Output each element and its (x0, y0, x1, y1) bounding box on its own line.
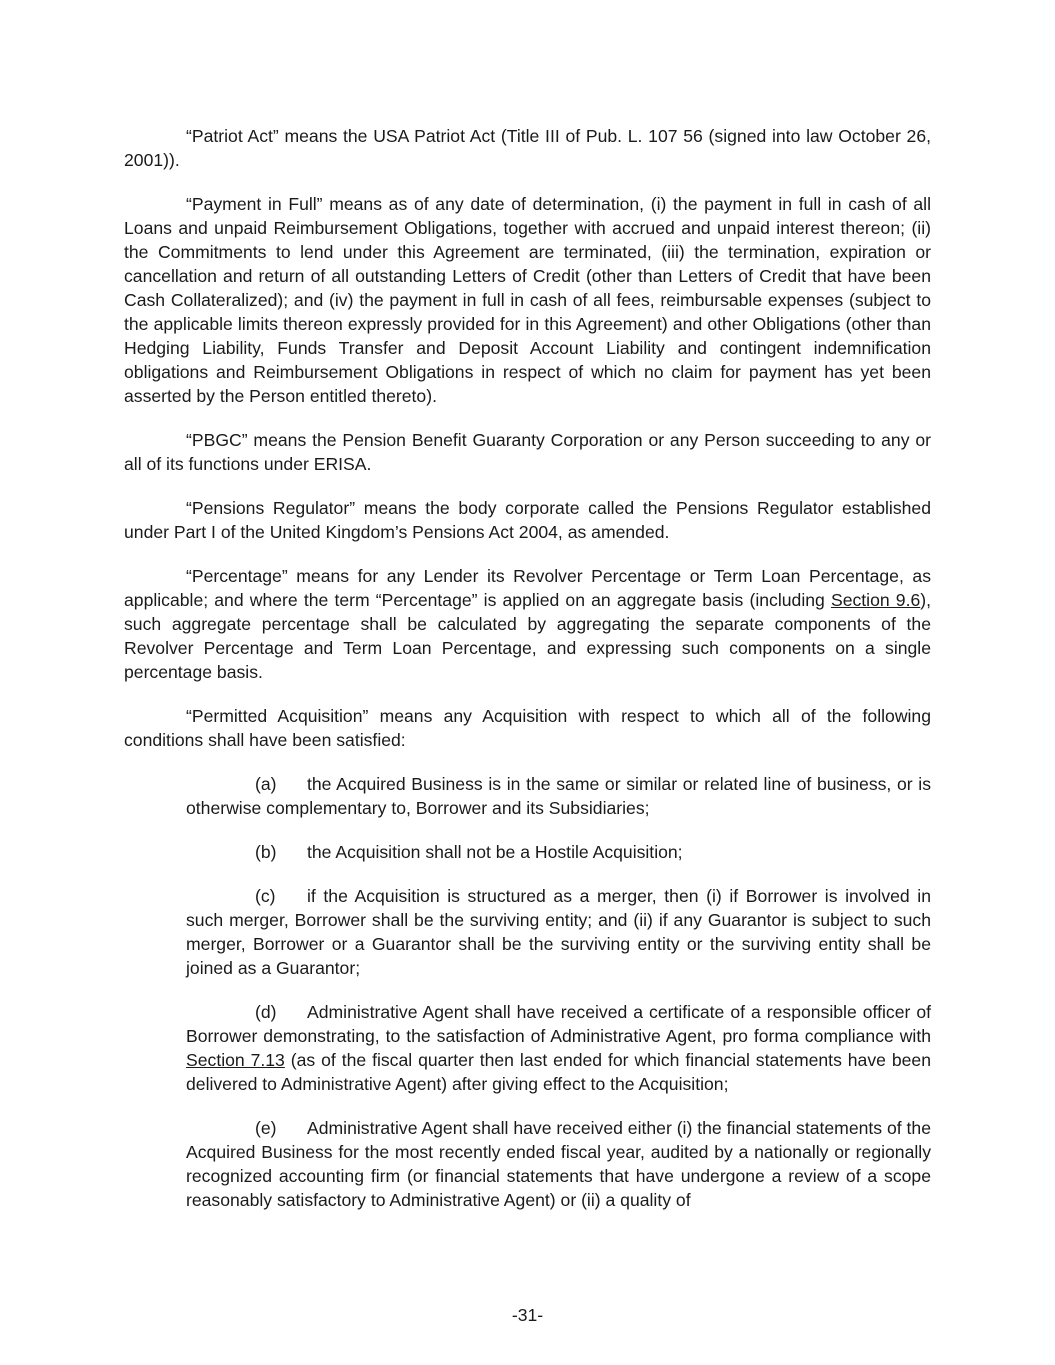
definition-payment-in-full (124, 192, 931, 408)
subclause-c (186, 884, 931, 980)
definition-text: “Payment in Full” means as of any date of determination, (i) the payment in full in cash of all Loans and unpaid Reimbursement Obligations, together with accrued and unpaid interest thereon; (ii) the Commitments to lend under this Agreement are terminated, (iii) the termination, expiration or cancellation and return of all outstanding Letters of Credit (other than Letters of Credit that have been Cash Collateralized); and (iv) the payment in full in cash of all fees, reimbursable expenses (subject to the applicable limits thereon expressly provided for in this Agreement) and other Obligations (other than Hedging Liability, Funds Transfer and Deposit Account Liability and contingent indemnification obligations and Reimbursement Obligations in respect of which no claim for payment has yet been asserted by the Person entitled thereto). (124, 194, 931, 406)
definition-text: “PBGC” means the Pension Benefit Guaranty Corporation or any Person succeeding to any or all of its functions under ERISA. (124, 430, 931, 474)
definition-permitted-acquisition (124, 704, 931, 752)
definition-text: “Pensions Regulator” means the body corporate called the Pensions Regulator established under Part I of the United Kingdom’s Pensions Act 2004, as amended. (124, 498, 931, 542)
subclause-label: (a) (255, 774, 277, 794)
definition-text: “Permitted Acquisition” means any Acquisition with respect to which all of the following conditions shall have been satisfied: (124, 706, 931, 750)
subclause-text: Administrative Agent shall have received either (i) the financial statements of the Acquired Business for the most recently ended fiscal year, audited by a nationally or regionally recognized accounting firm (or financial statements that have undergone a review of a scope reasonably satisfactory to Administrative Agent) or (ii) a quality of (186, 1118, 931, 1210)
subclause-label: (d) (255, 1002, 277, 1022)
definition-percentage (124, 564, 931, 684)
subclause-label: (b) (255, 842, 277, 862)
definition-text: “Patriot Act” means the USA Patriot Act (Title III of Pub. L. 107 56 (signed into law October 26, 2001)). (124, 126, 931, 170)
subclause-text: (as of the fiscal quarter then last ended for which financial statements have been delivered to Administrative Agent) after giving effect to the Acquisition; (186, 1050, 931, 1094)
subclause-a (186, 772, 931, 820)
subclause-text: Administrative Agent shall have received a certificate of a responsible officer of Borrower demonstrating, to the satisfaction of Administrative Agent, pro forma compliance with (186, 1002, 931, 1046)
section-reference-link[interactable]: Section 9.6 (830, 590, 921, 610)
definition-text: “Percentage” means for any Lender its Revolver Percentage or Term Loan Percentage, as applicable; and where the term “Percentage” is applied on an aggregate basis (including (124, 566, 931, 610)
section-reference-link[interactable]: Section 7.13 (186, 1050, 285, 1070)
page-number: -31- (511, 1305, 544, 1325)
definition-patriot-act (124, 124, 931, 172)
definition-pbgc (124, 428, 931, 476)
subclause-text: the Acquisition shall not be a Hostile Acquisition; (307, 842, 683, 862)
subclause-e (186, 1116, 931, 1212)
subclause-label: (e) (255, 1118, 277, 1138)
subclause-label: (c) (255, 886, 276, 906)
subclause-b (186, 840, 931, 864)
subclause-text: if the Acquisition is structured as a merger, then (i) if Borrower is involved in such merger, Borrower shall be the surviving entity; and (ii) if any Guarantor is subject to such merger, Borrower or a Guarantor shall be the surviving entity or the surviving entity shall be joined as a Guarantor; (186, 886, 931, 978)
definition-text: ), such aggregate percentage shall be calculated by aggregating the separate components of the Revolver Percentage and Term Loan Percentage, and expressing such components on a single percentage basis. (124, 590, 931, 682)
subclause-text: the Acquired Business is in the same or similar or related line of business, or is otherwise complementary to, Borrower and its Subsidiaries; (186, 774, 931, 818)
document-page (124, 124, 931, 1232)
subclause-d (186, 1000, 931, 1096)
definition-pensions-regulator (124, 496, 931, 544)
